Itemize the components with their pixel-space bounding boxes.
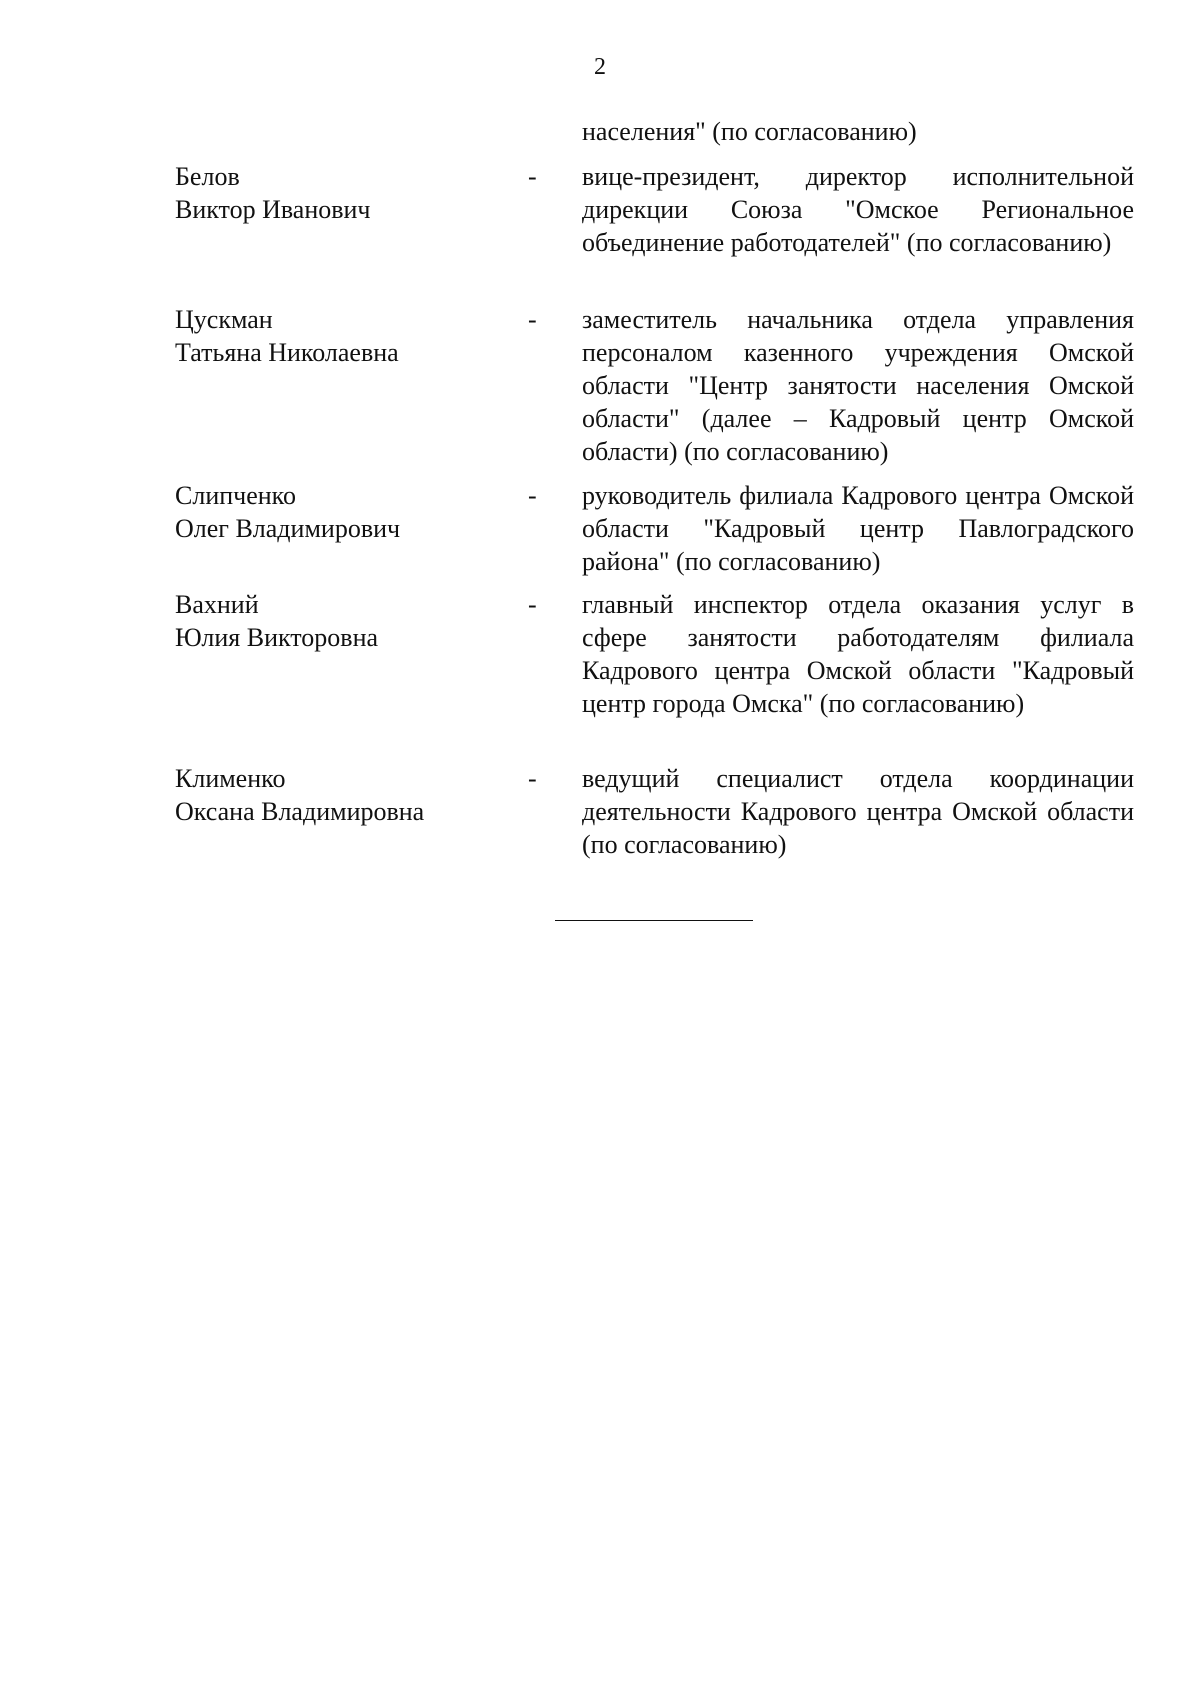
member-role: главный инспектор отдела оказания услуг в сфере занятости работодателям филиала Кадрового центра Омской области "Кадровый центр города Омска" (по согласованию) xyxy=(582,590,1134,718)
member-role: заместитель начальника отдела управления персоналом казенного учреждения Омской области "Центр занятости населения Омской области" (далее – Кадровый центр Омской области) (по согласованию) xyxy=(582,305,1134,466)
member-surname: Белов xyxy=(175,162,240,191)
member-role: ведущий специалист отдела координации деятельности Кадрового центра Омской области (по согласованию) xyxy=(582,764,1134,859)
end-of-list-rule xyxy=(555,920,753,921)
member-given-name: Юлия Викторовна xyxy=(175,623,379,652)
dash-separator: - xyxy=(528,481,537,510)
member-name xyxy=(175,160,505,226)
member-name xyxy=(175,762,505,828)
member-given-name: Виктор Иванович xyxy=(175,195,371,224)
dash-separator: - xyxy=(528,162,537,191)
member-given-name: Татьяна Николаевна xyxy=(175,338,399,367)
member-name xyxy=(175,303,505,369)
member-role: руководитель филиала Кадрового центра Омской области "Кадровый центр Павлоградского района" (по согласованию) xyxy=(582,481,1134,576)
member-surname: Слипченко xyxy=(175,481,296,510)
page-number: 2 xyxy=(594,54,606,80)
member-name xyxy=(175,588,505,654)
member-surname: Цускман xyxy=(175,305,273,334)
member-surname: Клименко xyxy=(175,764,286,793)
dash-separator: - xyxy=(528,590,537,619)
dash-separator: - xyxy=(528,305,537,334)
member-surname: Вахний xyxy=(175,590,259,619)
continued-text: населения" (по согласованию) xyxy=(582,117,917,146)
member-given-name: Оксана Владимировна xyxy=(175,797,425,826)
member-name xyxy=(175,479,505,545)
dash-separator: - xyxy=(528,764,537,793)
member-given-name: Олег Владимирович xyxy=(175,514,401,543)
member-role: вице-президент, директор исполнительной дирекции Союза "Омское Региональное объединение работодателей" (по согласованию) xyxy=(582,162,1134,257)
